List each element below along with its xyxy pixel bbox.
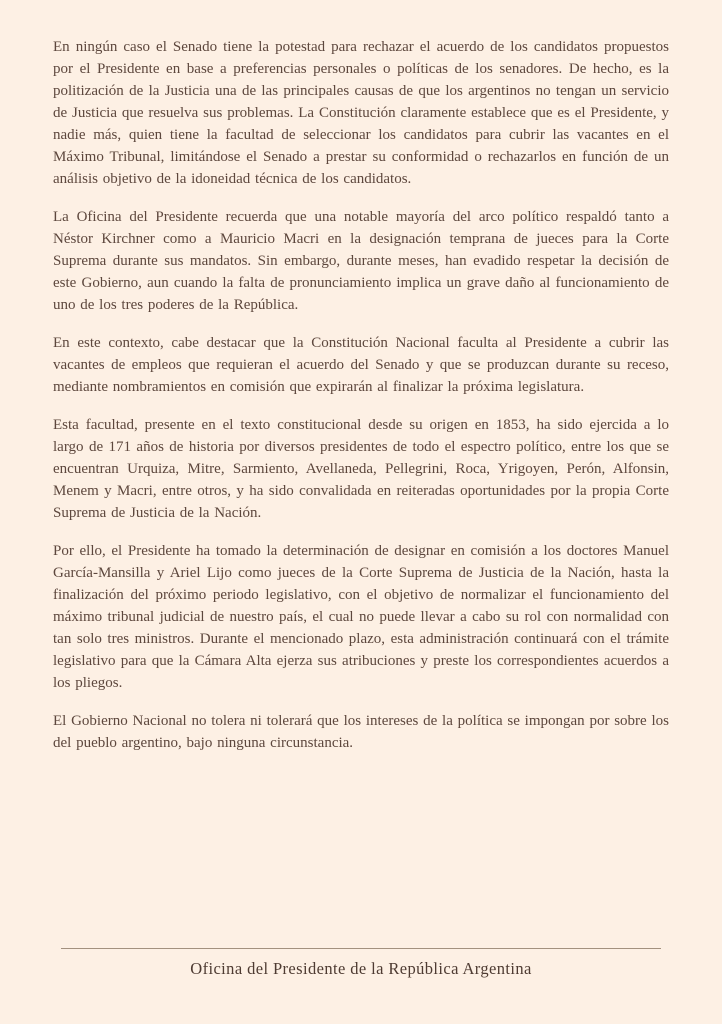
page-footer [0,948,722,979]
footer-org-name: Oficina del Presidente de la República Argentina [190,959,532,978]
paragraph-contexto-constitucion: En este contexto, cabe destacar que la Constitución Nacional faculta al Presidente a cubrir las vacantes de empleos que requieran el acuerdo del Senado y que se produzcan durante su receso, mediante nombramientos en comisión que expirarán al finalizar la próxima legislatura. [53,335,669,395]
paragraph-oficina-recuerda: La Oficina del Presidente recuerda que una notable mayoría del arco político respaldó tanto a Néstor Kirchner como a Mauricio Macri en la designación temprana de jueces para la Corte Suprema durante sus mandatos. Sin embargo, durante meses, han evadido respetar la decisión de este Gobierno, aun cuando la falta de pronunciamiento implica un grave daño al funcionamiento de uno de los tres poderes de la República. [53,209,669,313]
paragraph-facultad-historia: Esta facultad, presente en el texto constitucional desde su origen en 1853, ha sido ejercida a lo largo de 171 años de historia por diversos presidentes de todo el espectro político, entre los que se encuentran Urquiza, Mitre, Sarmiento, Avellaneda, Pellegrini, Roca, Yrigoyen, Perón, Alfonsin, Menem y Macri, entre otros, y ha sido convalidada en reiteradas oportunidades por la propia Corte Suprema de Justicia de la Nación. [53,417,669,521]
document-body [53,36,669,770]
paragraph-designacion-comision: Por ello, el Presidente ha tomado la determinación de designar en comisión a los doctores Manuel García-Mansilla y Ariel Lijo como jueces de la Corte Suprema de Justicia de la Nación, hasta la finalización del próximo periodo legislativo, con el objetivo de normalizar el funcionamiento del máximo tribunal judicial de nuestro país, el cual no puede llevar a cabo su rol con normalidad con tan solo tres ministros. Durante el mencionado plazo, esta administración continuará con el trámite legislativo para que la Cámara Alta ejerza sus atribuciones y preste los correspondientes acuerdos a los pliegos. [53,543,669,691]
paragraph-senado-potestad: En ningún caso el Senado tiene la potestad para rechazar el acuerdo de los candidatos propuestos por el Presidente en base a preferencias personales o políticas de los senadores. De hecho, es la politización de la Justicia una de las principales causas de que los argentinos no tengan un servicio de Justicia que resuelva sus problemas. La Constitución claramente establece que es el Presidente, y nadie más, quien tiene la facultad de seleccionar los candidatos para cubrir las vacantes en el Máximo Tribunal, limitándose el Senado a prestar su conformidad o rechazarlos en función de un análisis objetivo de la idoneidad técnica de los candidatos. [53,39,669,187]
footer-divider [61,948,661,949]
paragraph-cierre-gobierno: El Gobierno Nacional no tolera ni tolerará que los intereses de la política se impongan por sobre los del pueblo argentino, bajo ninguna circunstancia. [53,713,669,751]
